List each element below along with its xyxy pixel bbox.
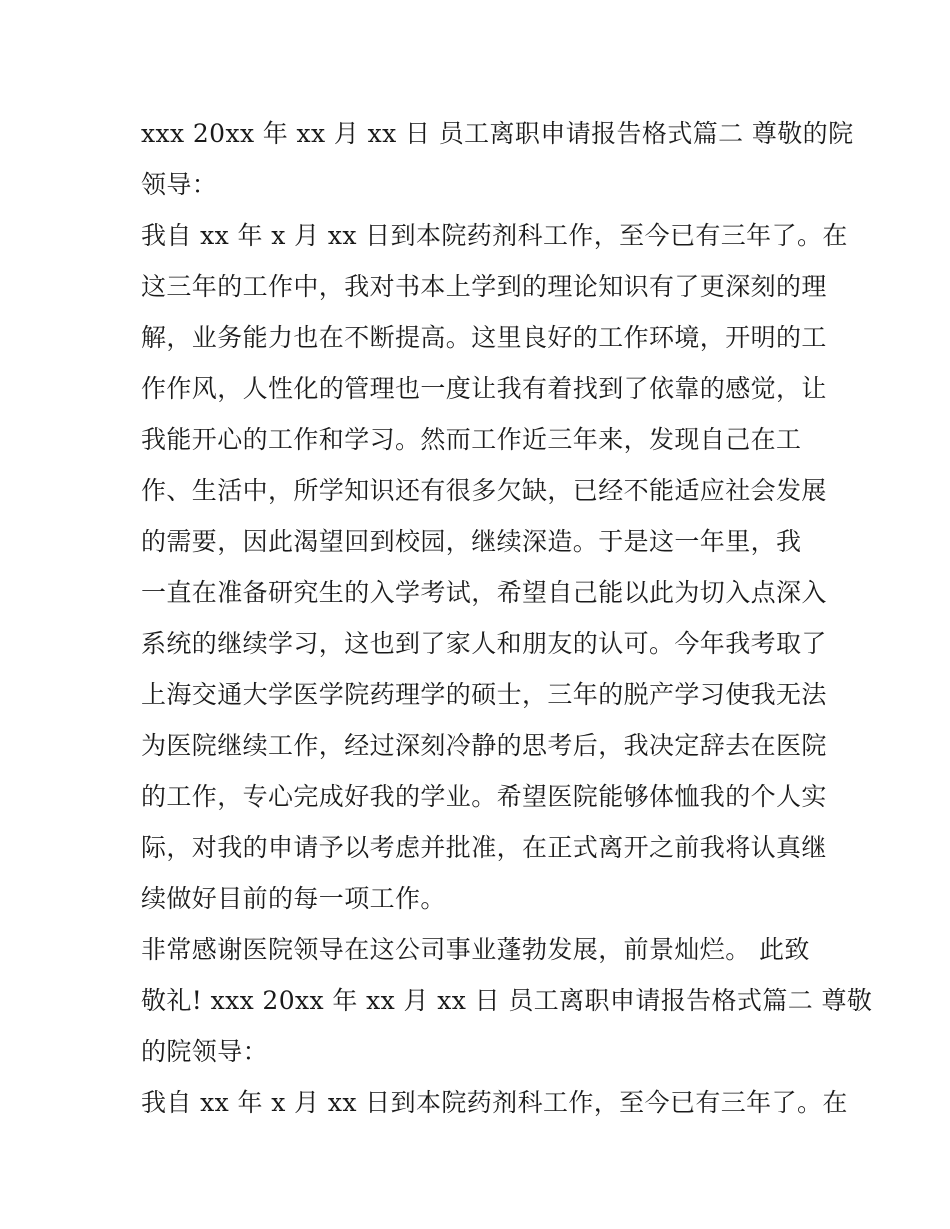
text-line: 的需要，因此渴望回到校园，继续深造。于是这一年里，我 [141,527,802,556]
document-body [141,108,873,1128]
text-line: 上海交通大学医学院药理学的硕士，三年的脱产学习使我无法 [141,680,827,709]
text-line: 我自 xx 年 x 月 xx 日到本院药剂科工作，至今已有三年了。在 [141,221,848,250]
text-line: 的院领导： [141,1037,269,1066]
text-line: 解，业务能力也在不断提高。这里良好的工作环境，开明的工 [141,323,827,352]
text-line: 的工作，专心完成好我的学业。希望医院能够体恤我的个人实 [141,782,827,811]
text-line: 我自 xx 年 x 月 xx 日到本院药剂科工作，至今已有三年了。在 [141,1088,848,1117]
text-line: 一直在准备研究生的入学考试，希望自己能以此为切入点深入 [141,578,827,607]
text-line: 系统的继续学习，这也到了家人和朋友的认可。今年我考取了 [141,629,827,658]
text-line: 续做好目前的每一项工作。 [141,884,446,913]
text-line: 我能开心的工作和学习。然而工作近三年来，发现自己在工 [141,425,802,454]
text-line: 非常感谢医院领导在这公司事业蓬勃发展，前景灿烂。 此致 [141,935,810,964]
text-line: 际，对我的申请予以考虑并批准，在正式离开之前我将认真继 [141,833,827,862]
text-line: 作、生活中，所学知识还有很多欠缺，已经不能适应社会发展 [141,476,827,505]
text-line: 为医院继续工作，经过深刻冷静的思考后，我决定辞去在医院 [141,731,827,760]
text-line: 领导： [141,170,218,199]
text-line: xxx 20xx 年 xx 月 xx 日 员工离职申请报告格式篇二 尊敬的院 [141,119,854,148]
text-line: 敬礼! xxx 20xx 年 xx 月 xx 日 员工离职申请报告格式篇二 尊敬 [141,986,873,1015]
text-line: 这三年的工作中，我对书本上学到的理论知识有了更深刻的理 [141,272,827,301]
text-line: 作作风，人性化的管理也一度让我有着找到了依靠的感觉，让 [141,374,827,403]
